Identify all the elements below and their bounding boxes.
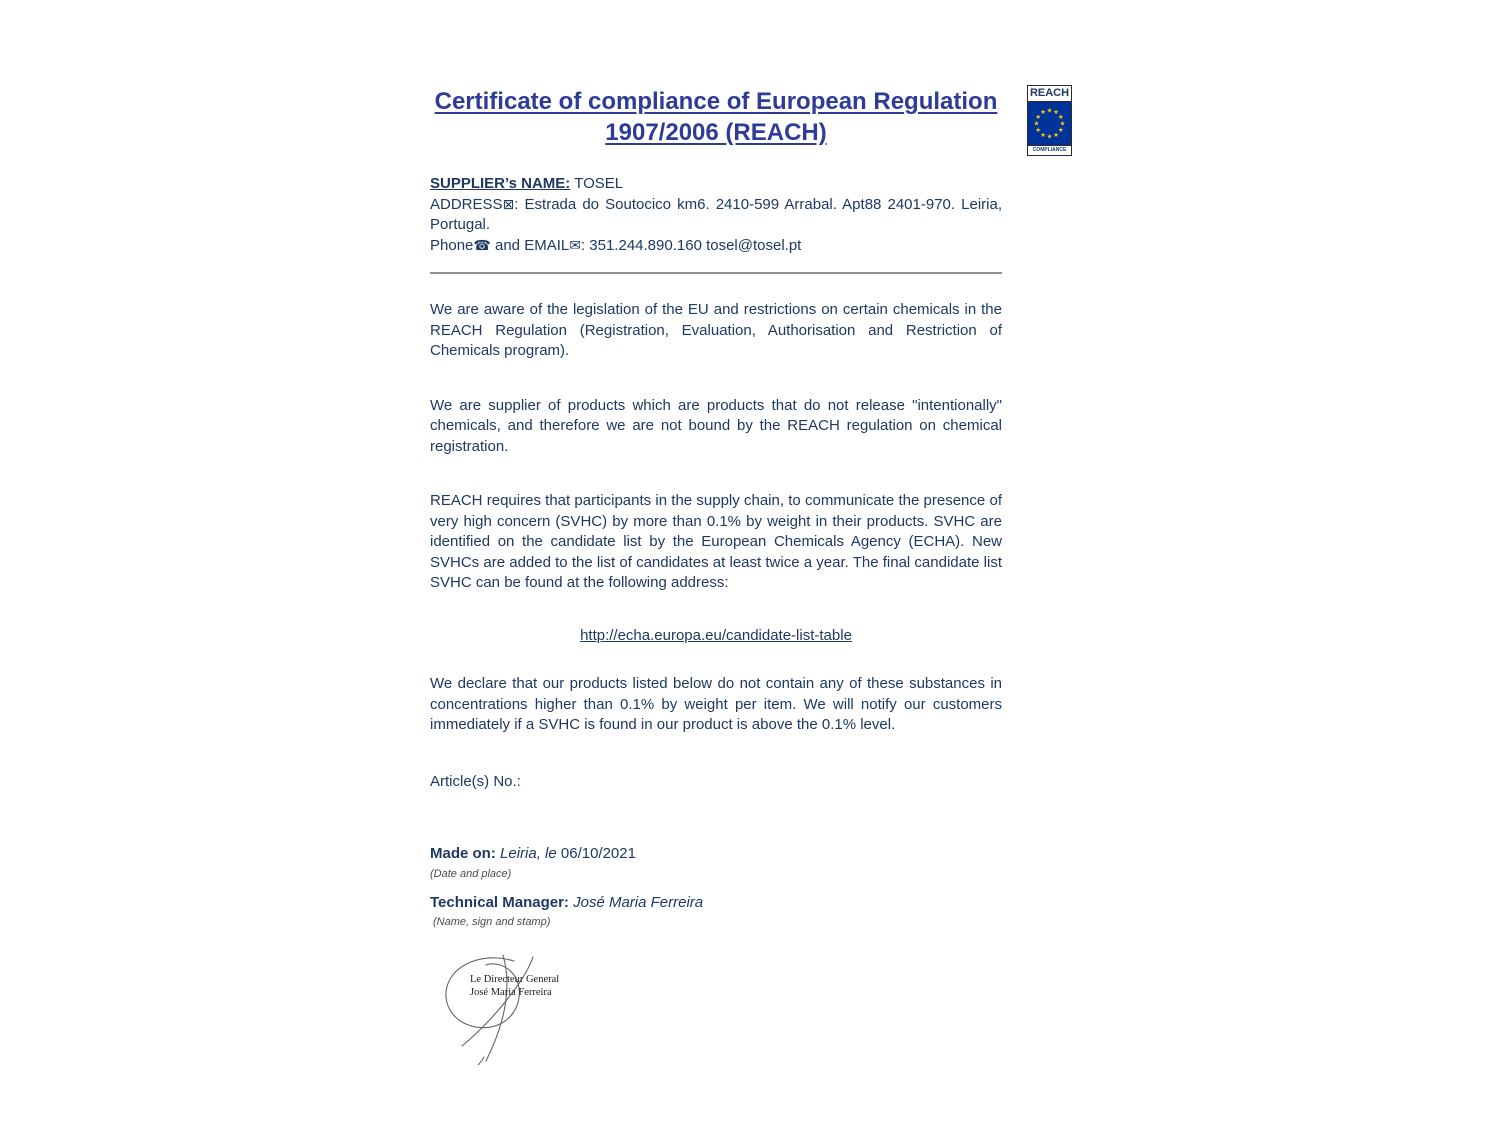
email-icon: ✉ — [569, 237, 581, 254]
supplier-name-line — [430, 174, 1002, 195]
svg-text:★: ★ — [1053, 130, 1059, 139]
made-on-date: 06/10/2021 — [560, 845, 636, 862]
svg-text:★: ★ — [1035, 126, 1042, 134]
supplier-contact-line — [430, 236, 1002, 257]
email-label: and EMAIL — [490, 236, 570, 254]
supplier-name-value: TOSEL — [570, 175, 624, 192]
svg-text:★: ★ — [1053, 108, 1059, 117]
contact-value: 351.244.890.160 tosel@tosel.pt — [589, 236, 802, 254]
document-content — [430, 86, 1002, 1065]
technical-manager-line — [430, 893, 1002, 914]
article-number-line: Article(s) No.: — [430, 772, 521, 790]
document-title — [430, 86, 1002, 148]
address-label: ADDRESS — [430, 195, 503, 213]
svg-text:★: ★ — [1040, 130, 1046, 139]
svg-text:★: ★ — [1046, 106, 1053, 115]
svg-text:★: ★ — [1057, 113, 1064, 121]
made-on-label: Made on: — [430, 845, 496, 862]
signature-title: Le Directeur General — [470, 974, 560, 985]
paragraph-reach-requirements: REACH requires that participants in the supply chain, to communicate the presence of very high concern (SVHC) by more than 0.1% by weight in their products. SVHC are identified on the candidate list by the European Chemicals Agency (ECHA). New SVHCs are added to the list of candidates at least twice a year. The final candidate list SVHC can be found at the following address: — [430, 492, 1002, 591]
signature-block — [436, 953, 656, 1065]
signature-stamp-text — [470, 973, 559, 999]
paragraph-awareness: We are aware of the legislation of the EU and restrictions on certain chemicals in the REACH Regulation (Registration, Evaluation, Authorisation and Restriction of Chemicals program). — [430, 301, 1002, 359]
made-on-line — [430, 844, 1002, 865]
eu-flag-icon — [1028, 102, 1071, 146]
supplier-address-line — [430, 195, 1002, 236]
technical-manager-value: José Maria Ferreira — [568, 893, 704, 911]
section-divider — [430, 272, 1002, 274]
technical-manager-label: Technical Manager: — [430, 893, 569, 911]
candidate-list-link[interactable]: http://echa.europa.eu/candidate-list-table — [580, 626, 852, 644]
svg-text:★: ★ — [1059, 119, 1066, 128]
phone-label: Phone — [430, 236, 474, 254]
svg-text:★: ★ — [1035, 113, 1042, 121]
reach-logo-caption: COMPLIANCE — [1032, 147, 1067, 153]
paragraph-supplier-statement: We are supplier of products which are products that do not release "intentionally" chemicals, and therefore we are not bound by the REACH regulation on chemical registration. — [430, 396, 1002, 455]
reach-logo-title: REACH — [1028, 86, 1071, 102]
candidate-list-link-line — [430, 626, 1002, 647]
title-line-2: 1907/2006 (REACH) — [605, 119, 827, 146]
supplier-block — [430, 174, 1002, 256]
supplier-name-label: SUPPLIER’s NAME: — [430, 175, 571, 192]
telephone-icon: ☎ — [473, 237, 491, 254]
made-on-caption: (Date and place) — [430, 867, 512, 880]
contact-separator: : — [580, 236, 590, 254]
address-separator: : — [514, 195, 525, 213]
paragraph-declaration: We declare that our products listed below do not contain any of these substances in concentrations higher than 0.1% by weight per item. We will notify our customers immediately if a SVHC is found in our product is above the 0.1% level. — [430, 675, 1002, 733]
svg-text:★: ★ — [1046, 132, 1053, 141]
signature-scribble — [436, 953, 596, 1065]
envelope-icon: ⊠ — [502, 196, 515, 213]
address-value: Estrada do Soutocico km6. 2410-599 Arrabal. Apt88 2401-970. Leiria, Portugal. — [430, 195, 1003, 233]
title-line-1: Certificate of compliance of European Regulation — [434, 88, 998, 115]
made-on-place: Leiria, le — [495, 845, 561, 862]
signature-name: José Maria Ferreira — [470, 987, 552, 998]
svg-text:★: ★ — [1033, 119, 1040, 128]
technical-manager-caption: (Name, sign and stamp) — [433, 916, 551, 928]
svg-text:★: ★ — [1057, 126, 1064, 134]
svg-text:★: ★ — [1040, 108, 1046, 117]
reach-compliance-logo — [1027, 85, 1072, 156]
